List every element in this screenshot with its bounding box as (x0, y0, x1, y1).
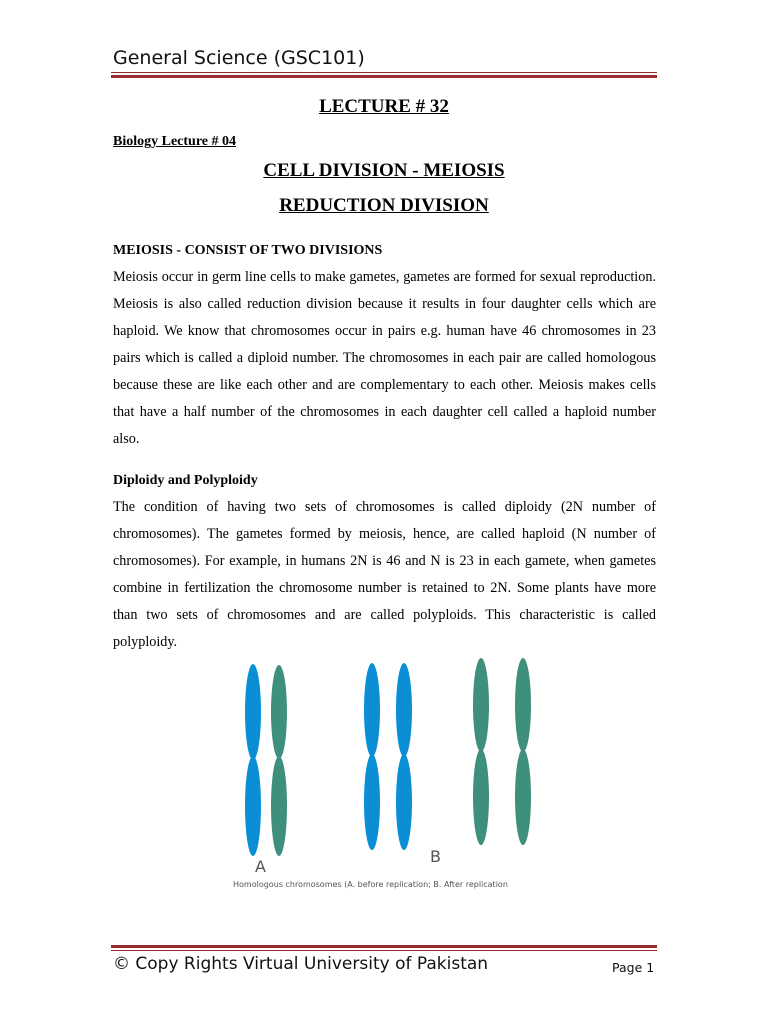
biology-lecture-number: Biology Lecture # 04 (113, 134, 237, 149)
footer-rule-thick (111, 945, 657, 948)
chromosome-a-teal (271, 665, 287, 856)
chromosome-b-blue-2 (396, 663, 412, 850)
running-header-title: General Science (GSC101) (113, 47, 365, 69)
chromosome-a-blue (245, 664, 261, 856)
section-heading-diploidy: Diploidy and Polyploidy (113, 473, 258, 488)
header-rule-thick (111, 75, 657, 78)
paragraph-diploidy: The condition of having two sets of chromosomes is called diploidy (2N number of chromosomes). The gametes formed by meiosis, hence, are called haploid (N number of chromosomes). For example, in humans 2N is 46 and N is 23 in each gamete, when gametes combine in fertilization the chromosome number is retained to 2N. Some plants have more than two sets of chromosomes and are called polyploids. This characteristic is called polyploidy. (113, 499, 656, 650)
figure-label-b: B (430, 847, 441, 866)
chromosome-b-teal-1 (473, 658, 489, 845)
paragraph-meiosis: Meiosis occur in germ line cells to make gametes, gametes are formed for sexual reproduction. Meiosis is also called reduction division because it results in four daughter cells which are haploid. We know that chromosomes occur in pairs e.g. human have 46 chromosomes in 23 pairs which is called a diploid number. The chromosomes in each pair are called homologous because these are like each other and are complementary to each other. Meiosis makes cells that have a half number of the chromosomes in each daughter cell called a haploid number also. (113, 269, 656, 447)
footer-rule-thin (111, 950, 657, 951)
figure-caption: Homologous chromosomes (A. before replication; B. After replication (233, 880, 508, 889)
section-heading-meiosis: MEIOSIS - CONSIST OF TWO DIVISIONS (113, 243, 383, 258)
footer-copyright: © Copy Rights Virtual University of Pakistan (113, 954, 489, 974)
lecture-number: LECTURE # 32 (319, 96, 449, 117)
lecture-subtitle: REDUCTION DIVISION (279, 195, 489, 216)
page-number: Page 1 (612, 960, 655, 975)
chromosome-b-blue-1 (364, 663, 380, 850)
chromosome-b-teal-2 (515, 658, 531, 845)
homologous-chromosomes-figure (225, 650, 535, 900)
figure-label-a: A (255, 857, 266, 876)
header-rule-thin (111, 72, 657, 73)
lecture-title: CELL DIVISION - MEIOSIS (263, 160, 505, 181)
